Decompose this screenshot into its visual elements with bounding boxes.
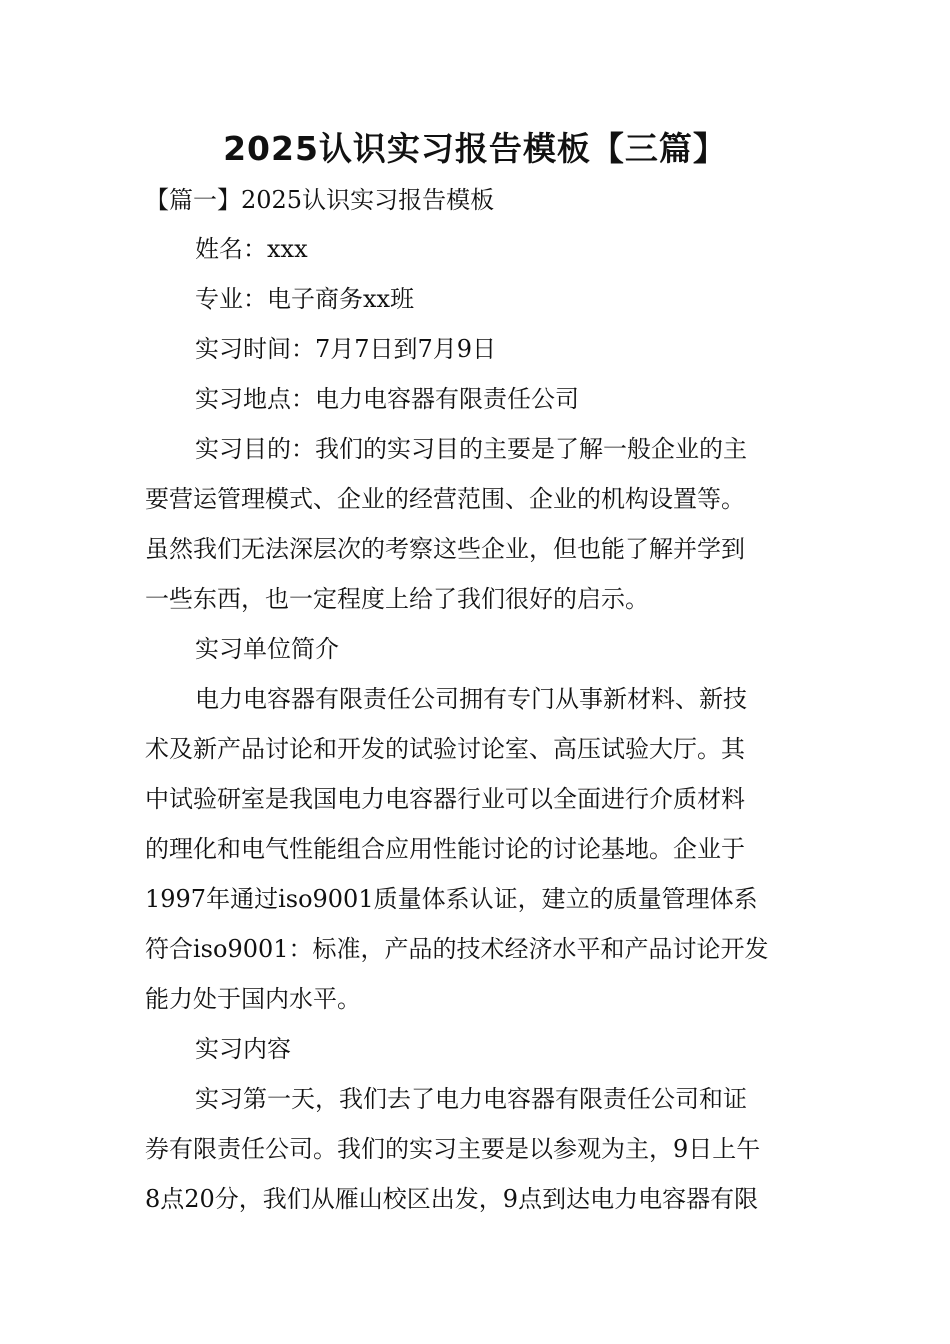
paragraph-line: 一些东西，也一定程度上给了我们很好的启示。 [145, 585, 649, 613]
paragraph-line: 术及新产品讨论和开发的试验讨论室、高压试验大厅。其 [145, 735, 745, 763]
paragraph-line: 实习目的：我们的实习目的主要是了解一般企业的主 [195, 435, 747, 463]
paragraph-line: 券有限责任公司。我们的实习主要是以参观为主，9日上午 [145, 1135, 761, 1163]
paragraph-line: 1997年通过iso9001质量体系认证，建立的质量管理体系 [145, 885, 758, 913]
section-heading: 【篇一】2025认识实习报告模板 [145, 186, 495, 214]
paragraph-line: 要营运管理模式、企业的经营范围、企业的机构设置等。 [145, 485, 745, 513]
time-line: 实习时间：7月7日到7月9日 [195, 335, 497, 363]
paragraph-line: 的理化和电气性能组合应用性能讨论的讨论基地。企业于 [145, 835, 745, 863]
paragraph-line: 符合iso9001：标准，产品的技术经济水平和产品讨论开发 [145, 935, 769, 963]
paragraph-line: 中试验研室是我国电力电容器行业可以全面进行介质材料 [145, 785, 745, 813]
document-title: 2025认识实习报告模板【三篇】 [223, 129, 727, 168]
paragraph-line: 实习第一天，我们去了电力电容器有限责任公司和证 [195, 1085, 747, 1113]
subheading-company-intro: 实习单位简介 [195, 635, 339, 663]
paragraph-line: 电力电容器有限责任公司拥有专门从事新材料、新技 [195, 685, 747, 713]
name-line: 姓名：xxx [195, 235, 308, 263]
paragraph-line: 能力处于国内水平。 [145, 985, 361, 1013]
location-line: 实习地点：电力电容器有限责任公司 [195, 385, 579, 413]
subheading-internship-content: 实习内容 [195, 1035, 291, 1063]
major-line: 专业：电子商务xx班 [195, 285, 415, 313]
paragraph-line: 虽然我们无法深层次的考察这些企业，但也能了解并学到 [145, 535, 745, 563]
paragraph-line: 8点20分，我们从雁山校区出发，9点到达电力电容器有限 [145, 1185, 759, 1213]
